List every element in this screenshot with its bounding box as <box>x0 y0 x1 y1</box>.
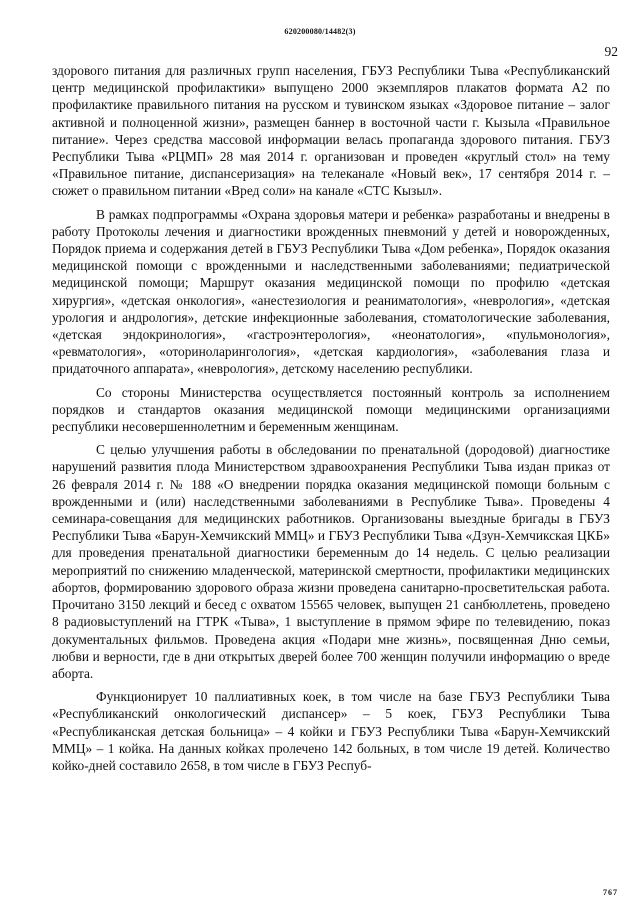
paragraph-ministry-control: Со стороны Министерства осуществляется постоянный контроль за исполнением порядков и стандартов оказания медицинской помощи медицинскими организациями республики несовершеннолетним и беременным женщинам. <box>52 384 610 435</box>
paragraph-palliative-beds: Функционирует 10 паллиативных коек, в том числе на базе ГБУЗ Республики Тыва «Республиканский онкологический диспансер» – 5 коек, ГБУЗ Республики Тыва «Республиканская детская больница» – 4 койки и ГБУЗ Республики Тыва «Барун-Хемчикский ММЦ» – 1 койка. На данных койках пролечено 142 больных, в том числе 19 детей. Количество койко-дней составило 2658, в том числе в ГБУЗ Респуб- <box>52 689 610 773</box>
page-number: 92 <box>604 44 618 59</box>
document-body <box>52 62 610 780</box>
paragraph-prenatal-diagnostics: С целью улучшения работы в обследовании по пренатальной (дородовой) диагностике нарушений развития плода Министерством здравоохранения Республики Тыва издан приказ от 26 февраля 2014 г. № 188 «О внедрении порядка оказания медицинской помощи больным с врожденными и (или) наследственными заболеваниями в Республике Тыва». Проведены 4 семинара-совещания для медицинских работников. Организованы выездные бригады в ГБУЗ Республики Тыва «Барун-Хемчикский ММЦ» и ГБУЗ Республики Тыва «Дзун-Хемчикская ЦКБ» для проведения пренатальной диагностики беременным до 14 недель. С целью реализации мероприятий по снижению младенческой, материнской смертности, профилактики медицинских абортов, формированию здорового образа жизни проведена санитарно-просветительская работа. Прочитано 3150 лекций и бесед с охватом 15565 человек, выпущен 21 санбюллетень, проведено 8 радиовыступлений на ГТРК «Тыва», 1 выступление в прямом эфире по телевидению, показ документальных фильмов. Проведена акция «Подари мне жизнь», посвященная Дню семьи, любви и верности, где в дни открытых дверей более 700 женщин получили информацию о вреде аборта. <box>52 442 610 681</box>
document-code: 620200080/14482(3) <box>284 27 356 36</box>
paragraph-mother-child-program: В рамках подпрограммы «Охрана здоровья матери и ребенка» разработаны и внедрены в работу Протоколы лечения и диагностики врожденных пневмоний у детей и новорожденных, Порядок приема и содержания детей в ГБУЗ Республики Тыва «Дом ребенка», Порядок оказания медицинской помощи с врожденными и наследственными заболеваниями; педиатрической медицинской помощи; Маршрут оказания медицинской помощи по профилю «детская хирургия», «детская онкология», «анестезиология и реаниматология», «неврология», «детская урология и андрология», детские инфекционные заболевания, стоматологические заболевания, «детская эндокринология», «гастроэнтерология», «неонатология», «пульмонология», «ревматология», «оториноларингология», «детская кардиология», «заболевания глаза и придаточного аппарата», «неврология», детскому населению республики. <box>52 206 610 377</box>
paragraph-healthy-nutrition: здорового питания для различных групп населения, ГБУЗ Республики Тыва «Республиканский центр медицинской профилактики» выпущено 2000 экземпляров плакатов формата А2 по профилактике правильного питания на русском и тувинском языках «Здоровое питание – залог активной и полноценной жизни», размещен баннер в восточной части г. Кызыла «Правильное питание». Через средства массовой информации велась пропаганда здорового питания. ГБУЗ Республики Тыва «РЦМП» 28 мая 2014 г. организован и проведен «круглый стол» на тему «Правильное питание, диспансеризация» на телеканале «Новый век», 17 сентября 2014 г. – сюжет о правильном питании «Вред соли» на канале «СТС Кызыл». <box>52 63 610 199</box>
page-corner-mark: 767 <box>603 888 618 897</box>
